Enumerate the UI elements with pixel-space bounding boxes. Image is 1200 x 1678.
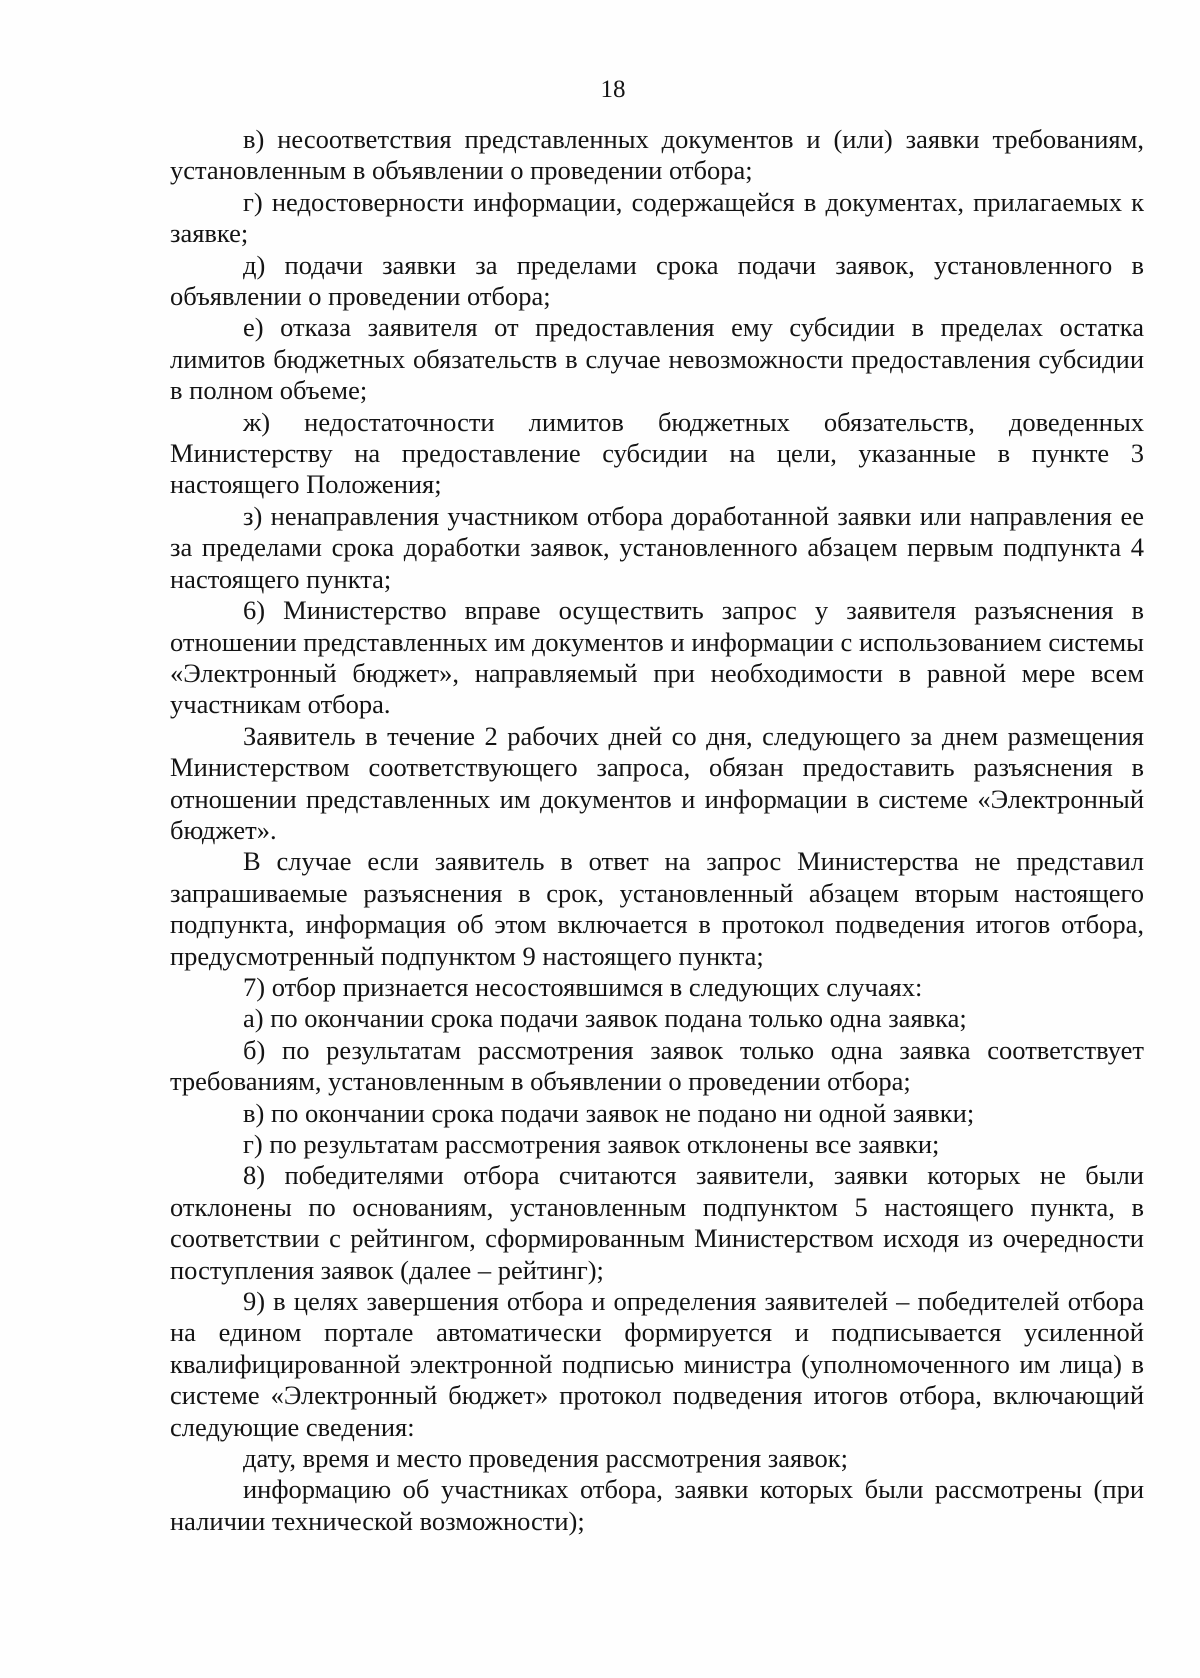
paragraph-item-d-late-submission: д) подачи заявки за пределами срока подачи заявок, установленного в объявлении о проведении отбора; [170, 249, 1144, 312]
paragraph-9-protocol: 9) в целях завершения отбора и определения заявителей – победителей отбора на едином портале автоматически формируется и подписывается усиленной квалифицированной электронной подписью министра (уполномоченного им лица) в системе «Электронный бюджет» протокол подведения итогов отбора, включающий следующие сведения: [170, 1286, 1144, 1442]
paragraph-item-g-unreliable-info: г) недостоверности информации, содержащейся в документах, прилагаемых к заявке; [170, 186, 1144, 249]
paragraph-item-g-all-rejected: г) по результатам рассмотрения заявок отклонены все заявки; [243, 1129, 940, 1159]
paragraph-item-b-single-compliant: б) по результатам рассмотрения заявок только одна заявка соответствует требованиям, установленным в объявлении о проведении отбора; [170, 1034, 1144, 1097]
paragraph-clarification-deadline: Заявитель в течение 2 рабочих дней со дня, следующего за днем размещения Министерством соответствующего запроса, обязан предоставить разъяснения в отношении представленных им документов и информации в системе «Электронный бюджет». [170, 720, 1144, 845]
paragraph-8-winners: 8) победителями отбора считаются заявители, заявки которых не были отклонены по основаниям, установленным подпунктом 5 настоящего пункта, в соответствии с рейтингом, сформированным Министерством исходя из очередности поступления заявок (далее – рейтинг); [170, 1160, 1144, 1285]
paragraph-clarification-not-provided: В случае если заявитель в ответ на запрос Министерства не представил запрашиваемые разъяснения в срок, установленный абзацем вторым настоящего подпункта, информация об этом включается в протокол подведения итогов отбора, предусмотренный подпунктом 9 настоящего пункта; [170, 846, 1144, 971]
paragraph-item-zh-insufficient-limits: ж) недостаточности лимитов бюджетных обязательств, доведенных Министерству на предоставление субсидии на цели, указанные в пункте 3 настоящего Положения; [170, 406, 1144, 500]
paragraph-item-v-mismatch: в) несоответствия представленных документов и (или) заявки требованиям, установленным в объявлении о проведении отбора; [170, 124, 1144, 186]
paragraph-protocol-date-time-place: дату, время и место проведения рассмотрения заявок; [243, 1443, 849, 1474]
body-text [170, 124, 1144, 1537]
paragraph-item-e-applicant-refusal: е) отказа заявителя от предоставления ему субсидии в пределах остатка лимитов бюджетных обязательств в случае невозможности предоставления субсидии в полном объеме; [170, 312, 1144, 406]
page-number: 18 [600, 76, 626, 103]
paragraph-6-clarification-request: 6) Министерство вправе осуществить запрос у заявителя разъяснения в отношении представленных им документов и информации с использованием системы «Электронный бюджет», направляемый при необходимости в равной мере всем участникам отбора. [170, 595, 1144, 720]
paragraph-item-z-not-resubmitted: з) ненаправления участником отбора доработанной заявки или направления ее за пределами срока доработки заявок, установленного абзацем первым подпункта 4 настоящего пункта; [170, 500, 1144, 594]
paragraph-item-a-single-application: а) по окончании срока подачи заявок подана только одна заявка; [243, 1003, 967, 1034]
paragraph-7-selection-failed: 7) отбор признается несостоявшимся в следующих случаях: [243, 971, 923, 1002]
paragraph-protocol-participants-info: информацию об участниках отбора, заявки которых были рассмотрены (при наличии технической возможности); [170, 1474, 1144, 1536]
paragraph-item-v-no-applications: в) по окончании срока подачи заявок не подано ни одной заявки; [243, 1097, 975, 1128]
